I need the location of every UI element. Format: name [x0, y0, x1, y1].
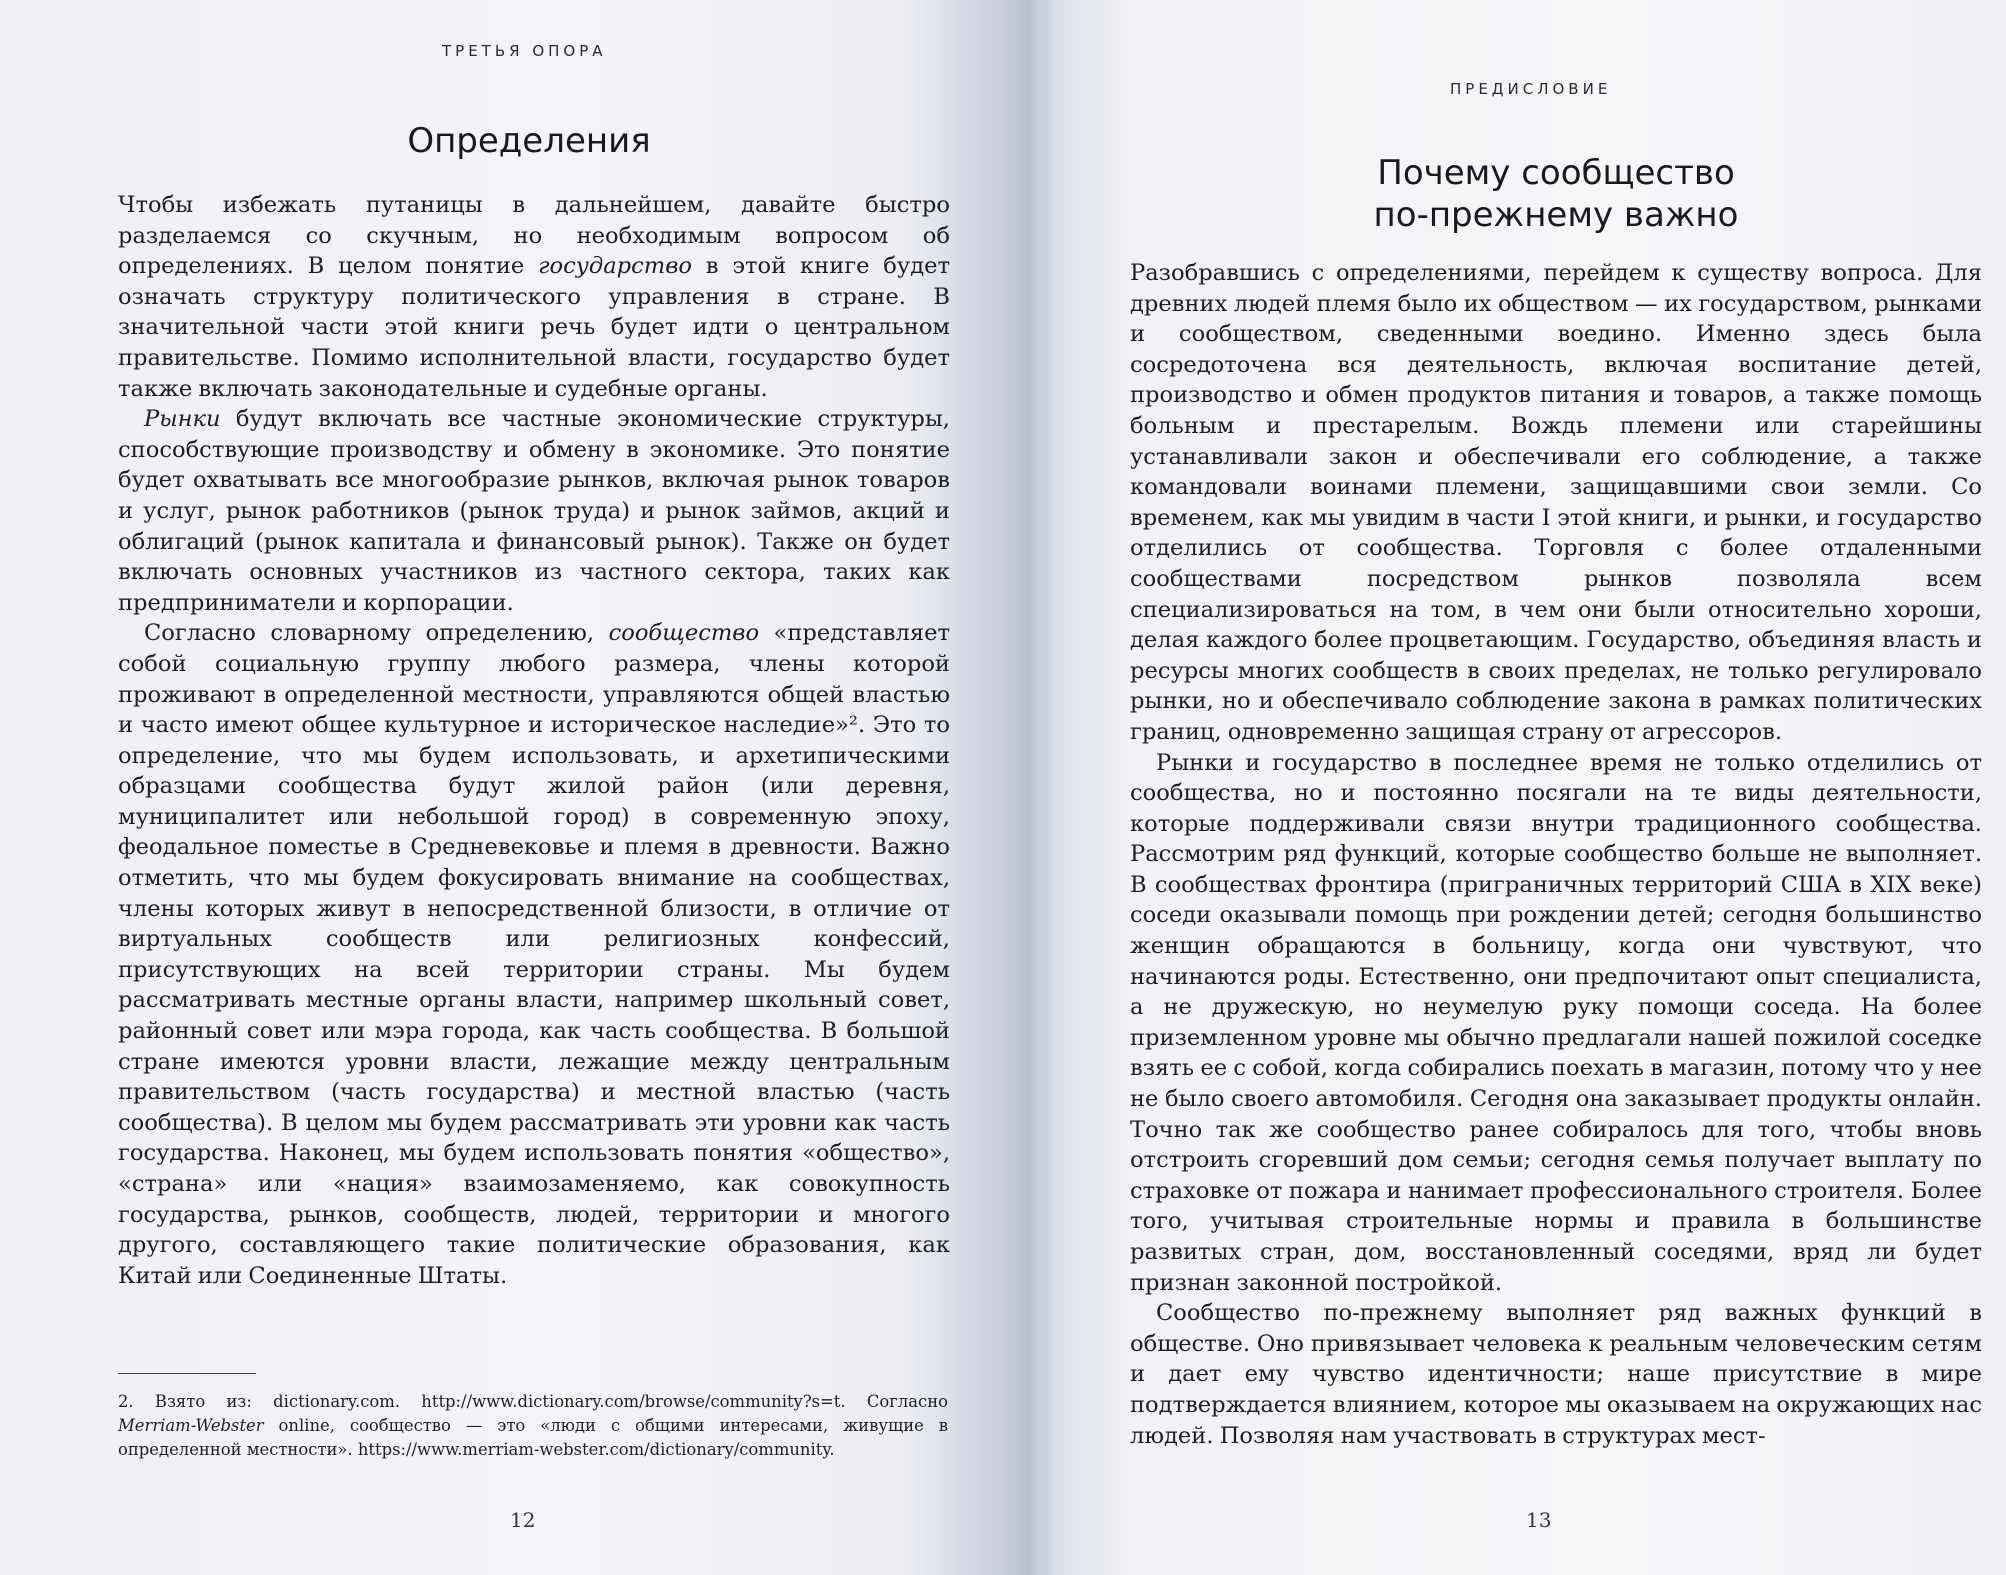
right-chapter-title [1130, 152, 1982, 236]
right-page-number: 13 [1526, 1508, 1552, 1532]
left-page-number: 12 [510, 1508, 536, 1532]
footnote: 2. Взято из: dictionary.com. http://www.dictionary.com/browse/community?s=t. Согласно Merriam-Webster online, сообщество — это «люди с общими интересами, живущие в определенной местности». https://www.merriam-webster.com/dictionary/community. [118, 1392, 948, 1459]
right-chapter-title-line1: Почему сообщество [1377, 153, 1735, 193]
footnote-divider [118, 1373, 256, 1374]
right-paragraph: Разобравшись с определениями, перейдем к существу вопроса. Для древних людей племя было их обществом — их государством, рынками и сообществом, сведенными воедино. Именно здесь была сосредоточена вся деятельность, включая воспитание детей, производство и обмен продуктов питания и товаров, а также помощь больным и престарелым. Вождь племени или старейшины устанавливали закон и обеспечивали его соблюдение, а также командовали воинами племени, защищавшими свои земли. Со временем, как мы увидим в части I этой книги, и рынки, и государство отделились от сообщества. Торговля с более отдаленными сообществами посредством рынков позволяла всем специализироваться на том, в чем они были относительно хороши, делая каждого более процветающим. Государство, объединяя власть и ресурсы многих сообществ в своих пределах, не только регулировало рынки, но и обеспечивало соблюдение закона в рамках политических границ, одновременно защищая страну от агрессоров. [1130, 260, 1982, 745]
right-body-text [1130, 258, 1982, 1451]
right-paragraph: Рынки и государство в последнее время не только отделились от сообщества, но и постоянно посягали на те виды деятельности, которые поддерживали связи внутри традиционного сообщества. Рассмотрим ряд функций, которые сообщество больше не выполняет. В сообществах фронтира (приграничных территорий США в XIX веке) соседи оказывали помощь при рождении детей; сегодня большинство женщин обращаются в больницу, когда они чувствуют, что начинаются роды. Естественно, они предпочитают опыт специалиста, а не дружескую, но неумелую руку помощи соседа. На более приземленном уровне мы обычно предлагали нашей пожилой соседке взять ее с собой, когда собирались поехать в магазин, потому что у нее не было своего автомобиля. Сегодня она заказывает продукты онлайн. Точно так же сообщество ранее собиралось для того, чтобы вновь отстроить сгоревший дом семьи; сегодня семья получает выплату по страховке от пожара и нанимает профессионального строителя. Более того, учитывая строительные нормы и правила в большинстве развитых стран, дом, восстановленный соседями, вряд ли будет признан законной постройкой. [1130, 749, 1982, 1296]
left-paragraph: Согласно словарному определению, сообщество «представляет собой социальную группу любого размера, члены которой проживают в определенной местности, управляются общей властью и часто имеют общее культурное и историческое наследие»². Это то определение, что мы будем использовать, и архетипическими образцами сообщества будут жилой район (или деревня, муниципалитет или небольшой город) в современную эпоху, феодальное поместье в Средневековье и племя в древности. Важно отметить, что мы будем фокусировать внимание на сообществах, члены которых живут в непосредственной близости, в отличие от виртуальных сообществ или религиозных конфессий, присутствующих на всей территории страны. Мы будем рассматривать местные органы власти, например школьный совет, районный совет или мэра города, как часть сообщества. В большой стране имеются уровни власти, лежащие между центральным правительством (часть государства) и местной властью (часть сообщества). В целом мы будем рассматривать эти уровни как часть государства. Наконец, мы будем использовать понятия «общество», «страна» или «нация» взаимозаменяемо, как совокупность государства, рынков, сообществ, людей, территории и многого другого, составляющего такие политические образования, как Китай или Соединенные Штаты. [118, 620, 950, 1289]
left-body-text [118, 190, 950, 1291]
left-paragraph: Рынки будут включать все частные экономические структуры, способствующие производству и обмену в экономике. Это понятие будет охватывать все многообразие рынков, включая рынок товаров и услуг, рынок работников (рынок труда) и рынок займов, акций и облигаций (рынок капитала и финансовый рынок). Также он будет включать основных участников из частного сектора, таких как предприниматели и корпорации. [118, 406, 950, 616]
right-page [1030, 0, 2006, 1575]
left-running-head: ТРЕТЬЯ ОПОРА [442, 42, 607, 60]
right-running-head: ПРЕДИСЛОВИЕ [1450, 80, 1612, 98]
right-chapter-title-line2: по-прежнему важно [1373, 195, 1739, 235]
right-paragraph: Сообщество по-прежнему выполняет ряд важных функций в обществе. Оно привязывает человека к реальным человеческим сетям и дает ему чувство идентичности; наше присутствие в мире подтверждается влиянием, которое мы оказываем на окружающих нас людей. Позволяя нам участвовать в структурах мест- [1130, 1300, 1982, 1449]
left-chapter-title: Определения [407, 121, 651, 161]
left-paragraph: Чтобы избежать путаницы в дальнейшем, давайте быстро разделаемся со скучным, но необходимым вопросом об определениях. В целом понятие государство в этой книге будет означать структуру политического управления в стране. В значительной части этой книги речь будет идти о центральном правительстве. Помимо исполнительной власти, государство будет также включать законодательные и судебные органы. [118, 192, 950, 402]
